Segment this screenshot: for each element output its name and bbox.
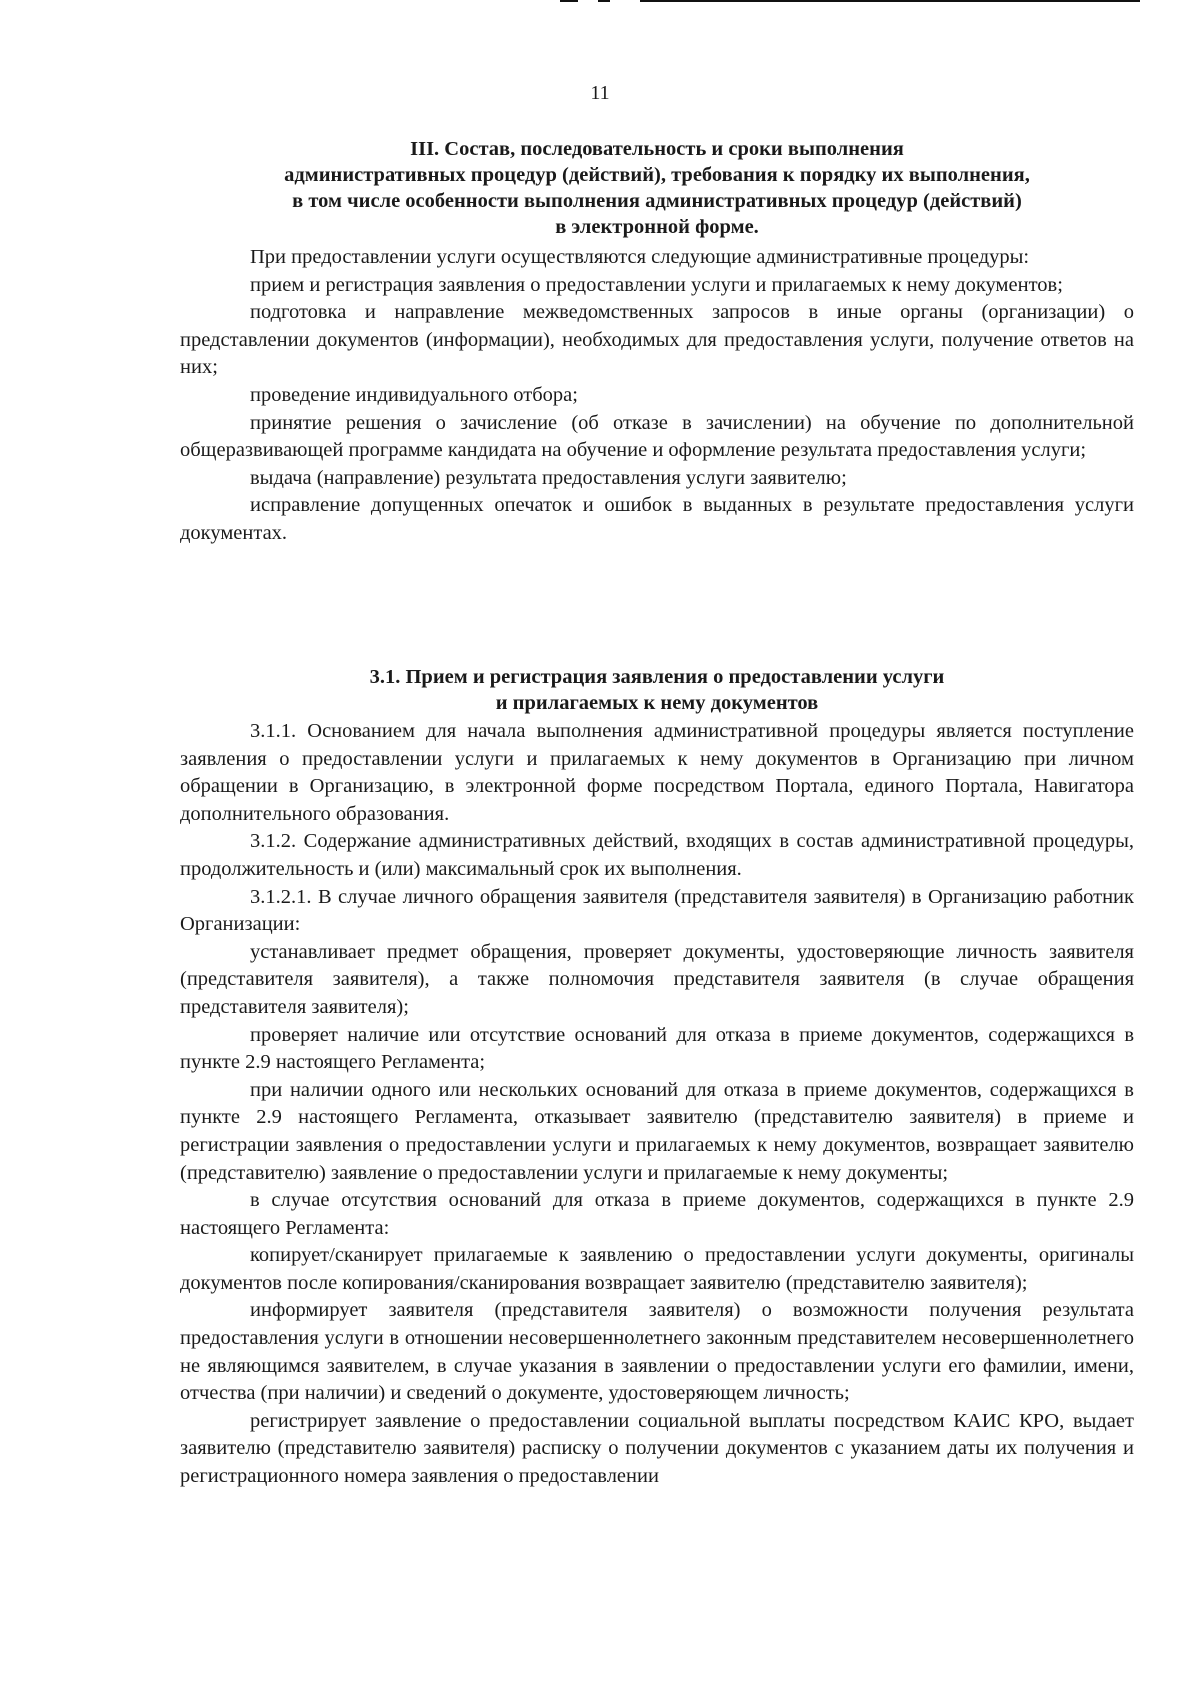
- scan-edge-line: [640, 0, 1140, 2]
- paragraph: копирует/сканирует прилагаемые к заявлению о предоставлении услуги документы, оригиналы документов после копирования/сканирования возвращает заявителю (представителю заявителя);: [180, 1244, 1134, 1294]
- section-heading-line: в электронной форме.: [555, 216, 759, 238]
- paragraph: 3.1.2.1. В случае личного обращения заявителя (представителя заявителя) в Организацию работник Организации:: [180, 885, 1134, 936]
- paragraph: выдача (направление) результата предоставления услуги заявителю;: [250, 466, 847, 489]
- subsection-heading-line: и прилагаемых к нему документов: [495, 692, 819, 714]
- section-heading-line: административных процедур (действий), требования к порядку их выполнения,: [284, 164, 1030, 186]
- section-heading-line: в том числе особенности выполнения административных процедур (действий): [292, 190, 1022, 212]
- intro-procedures-list: [180, 244, 1134, 548]
- page-number: 11: [590, 82, 610, 104]
- scan-edge-line: [598, 0, 610, 2]
- paragraph: проверяет наличие или отсутствие оснований для отказа в приеме документов, содержащихся в пункте 2.9 настоящего Регламента;: [180, 1023, 1134, 1074]
- subsection-heading-line: 3.1. Прием и регистрация заявления о предоставлении услуги: [369, 666, 945, 688]
- paragraph: в случае отсутствия оснований для отказа в приеме документов, содержащихся в пункте 2.9 настоящего Регламента:: [180, 1189, 1134, 1239]
- subsection-heading: [180, 664, 1134, 716]
- paragraph: регистрирует заявление о предоставлении социальной выплаты посредством КАИС КРО, выдает заявителю (представителю заявителя) расписку о получении документов с указанием даты их получения и регистрационного номера заявления о предоставлении: [180, 1409, 1134, 1488]
- section-heading-line: III. Состав, последовательность и сроки выполнения: [410, 138, 904, 160]
- paragraph: прием и регистрация заявления о предоставлении услуги и прилагаемых к нему документов;: [250, 273, 1063, 296]
- subsection-body: [180, 718, 1134, 1491]
- paragraph: информирует заявителя (представителя заявителя) о возможности получения результата предоставления услуги в отношении несовершеннолетнего законным представителем несовершеннолетнего не являющимся заявителем, в случае указания в заявлении о предоставлении услуги его фамилии, имени, отчества (при наличии) и сведений о документе, удостоверяющем личность;: [180, 1299, 1134, 1405]
- paragraph: принятие решения о зачисление (об отказе в зачислении) на обучение по дополнительной общеразвивающей программе кандидата на обучение и оформление результата предоставления услуги;: [180, 411, 1134, 462]
- paragraph: устанавливает предмет обращения, проверяет документы, удостоверяющие личность заявителя (представителя заявителя), а также полномочия представителя заявителя (в случае обращения представителя заявителя);: [180, 940, 1134, 1018]
- paragraph: при наличии одного или нескольких оснований для отказа в приеме документов, содержащихся в пункте 2.9 настоящего Регламента, отказывает заявителю (представителю заявителя) в приеме и регистрации заявления о предоставлении услуги и прилагаемых к нему документов, возвращает заявителю (представителю) заявление о предоставлении услуги и прилагаемые к нему документы;: [180, 1078, 1134, 1184]
- paragraph: 3.1.2. Содержание административных действий, входящих в состав административной процедуры, продолжительность и (или) максимальный срок их выполнения.: [180, 830, 1134, 880]
- paragraph: исправление допущенных опечаток и ошибок в выданных в результате предоставления услуги документах.: [180, 494, 1134, 544]
- paragraph: При предоставлении услуги осуществляются следующие административные процедуры:: [250, 246, 1030, 268]
- paragraph: 3.1.1. Основанием для начала выполнения административной процедуры является поступление заявления о предоставлении услуги и прилагаемых к нему документов в Организацию при личном обращении в Организацию, в электронной форме посредством Портала, единого Портала, Навигатора дополнительного образования.: [180, 720, 1134, 825]
- scan-edge-line: [560, 0, 578, 2]
- paragraph: проведение индивидуального отбора;: [250, 383, 578, 406]
- section-heading: [180, 136, 1134, 240]
- paragraph: подготовка и направление межведомственных запросов в иные органы (организации) о представлении документов (информации), необходимых для предоставления услуги, получение ответов на них;: [180, 301, 1134, 379]
